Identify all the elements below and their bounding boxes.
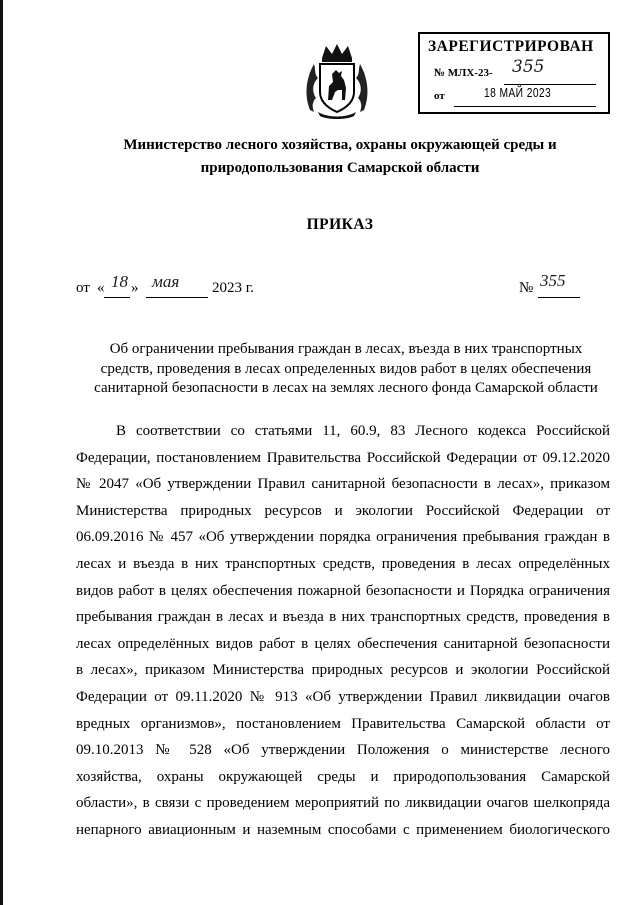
order-date-month-underline: [146, 297, 208, 298]
stamp-date-underline: [454, 106, 596, 107]
body-line: пребывания граждан в лесах и въезда в них транспортных средств, проведения в: [76, 609, 610, 626]
body-line: 06.09.2016 № 457 «Об утверждении порядка ограничения пребывания граждан в: [76, 529, 610, 546]
order-subject-line2: средств, проведения в лесах определенных видов работ в целях обеспечения: [100, 360, 592, 377]
body-line: Федерации от 09.11.2020 № 913 «Об утверждении Правил ликвидации очагов: [76, 688, 610, 705]
samara-coat-of-arms-emblem: [302, 40, 372, 120]
stamp-number-underline: [504, 84, 596, 85]
stamp-number-handwritten: 355: [512, 57, 545, 77]
order-body-paragraph: [76, 418, 610, 844]
body-line: Министерства природных ресурсов и экологии Российской Федерации от: [76, 502, 610, 519]
order-number-label: №: [519, 280, 534, 296]
body-line: Федерации, постановлением Правительства Российской Федерации от 09.12.2020: [76, 449, 610, 466]
body-line: непарного авиационным и наземным способами с применением биологического: [76, 821, 610, 838]
body-line: видов работ в целях обеспечения пожарной безопасности и Порядка ограничения: [76, 582, 610, 599]
body-line: хозяйства, охраны окружающей среды и природопользования Самарской: [76, 768, 610, 785]
stamp-date-label: от: [434, 90, 445, 102]
order-subject: [74, 340, 618, 399]
stamp-date-value: 18 МАЙ 2023: [484, 86, 552, 100]
body-line: области», в связи с проведением мероприятий по ликвидации очагов шелкопряда: [76, 795, 610, 812]
body-line: № 2047 «Об утверждении Правил санитарной безопасности в лесах», приказом: [76, 476, 610, 493]
stamp-number-label: № МЛХ-23-: [434, 67, 493, 79]
body-line: В соответствии со статьями 11, 60.9, 83 Лесного кодекса Российской: [116, 423, 610, 439]
stamp-title: ЗАРЕГИСТРИРОВАН: [428, 38, 594, 55]
order-title: ПРИКАЗ: [306, 216, 374, 233]
registration-stamp: [418, 32, 610, 114]
order-date-close-quote: »: [131, 280, 139, 296]
body-line: лесах и въезда в них транспортных средств, проведения в лесах определённых: [76, 555, 610, 572]
order-date-day-underline: [104, 297, 130, 298]
order-date-year: 2023 г.: [212, 280, 254, 296]
body-line: вредных организмов», постановлением Правительства Самарской области от: [76, 715, 610, 732]
order-subject-line1: Об ограничении пребывания граждан в лесах, въезда в них транспортных: [109, 341, 583, 357]
ministry-name: [70, 134, 610, 180]
order-date-month-handwritten: мая: [152, 272, 180, 291]
order-number-underline: [538, 297, 580, 298]
ministry-name-line1: Министерство лесного хозяйства, охраны окружающей среды и: [123, 137, 557, 153]
body-line: лесах определённых видов работ в целях обеспечения санитарной безопасности: [76, 635, 610, 652]
body-line: 09.10.2013 № 528 «Об утверждении Положения о министерстве лесного: [76, 742, 610, 759]
order-date-prefix: от: [76, 280, 90, 296]
body-line: в лесах», приказом Министерства природных ресурсов и экологии Российской: [76, 662, 610, 679]
scan-edge: [0, 0, 3, 905]
order-subject-line3: санитарной безопасности в лесах на землях лесного фонда Самарской области: [94, 380, 598, 396]
ministry-name-line2: природопользования Самарской области: [200, 160, 480, 176]
order-number-handwritten: 355: [540, 271, 566, 290]
order-date-day-handwritten: 18: [111, 272, 128, 291]
order-date-open-quote: «: [97, 280, 105, 296]
